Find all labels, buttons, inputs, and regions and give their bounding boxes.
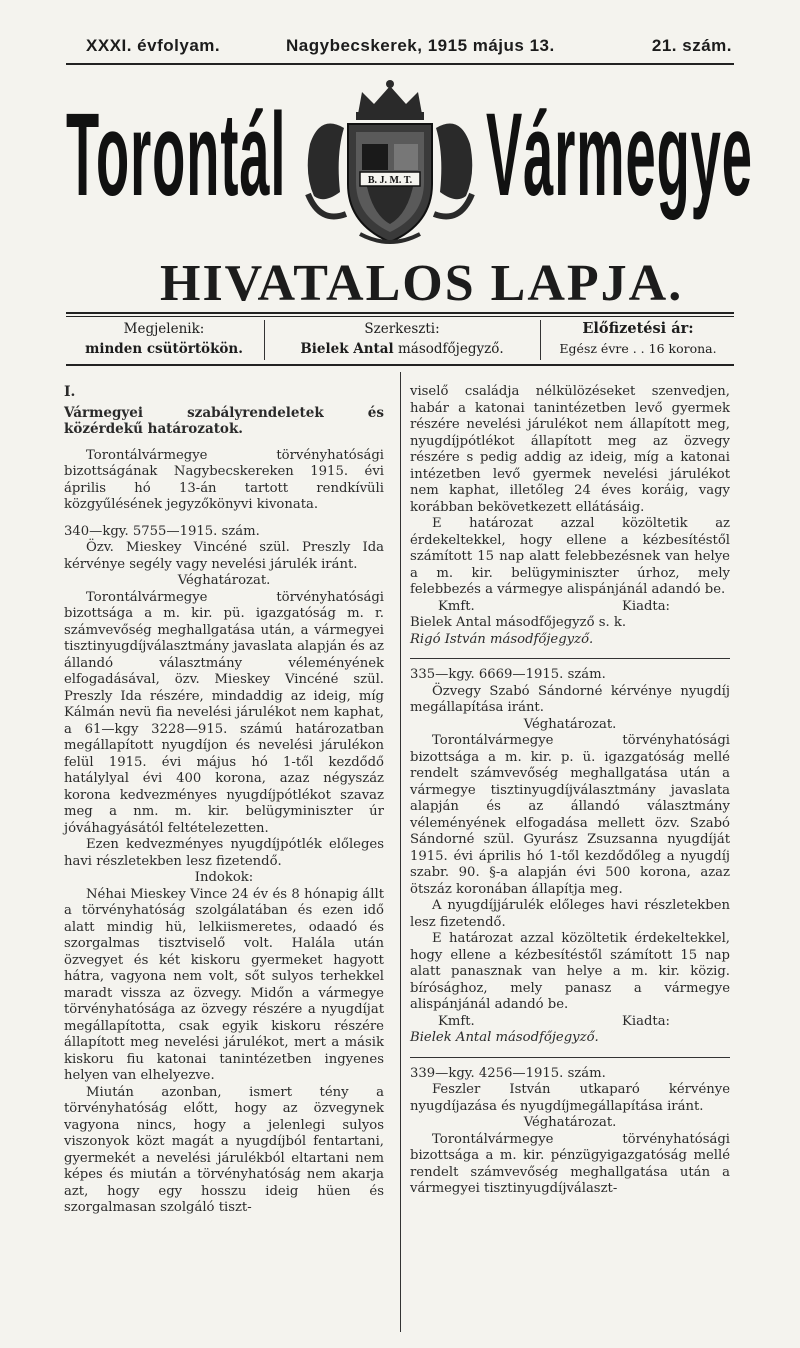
- price-value: Egész évre . . 16 korona.: [559, 341, 717, 356]
- info-divider-2: [540, 320, 541, 360]
- separator-rule-2: [410, 1057, 730, 1058]
- kiadta-label-1: Kiadta:: [622, 598, 670, 614]
- section-number: I.: [64, 384, 76, 400]
- signature-line-2: [410, 1014, 730, 1031]
- decision3-heading: Véghatározat.: [523, 1115, 617, 1130]
- column-divider: [400, 372, 401, 1332]
- section-title: Vármegyei szabályrendeletek és közérdekű határozatok.: [64, 404, 384, 437]
- continuation-paragraph-2: E határozat azzal közöltetik az érdekeltekkel, hogy ellene a kézbesítéstől számított 15 nap alatt felebbezésnek van helye a m. kir. belügyminiszter úrhoz, mely felebbezés a vármegye alispánjánál adandó be.: [410, 516, 730, 597]
- signature-line-1: [410, 599, 730, 616]
- separator-rule-1: [410, 658, 730, 659]
- crest-banner-text: B. J. M. T.: [367, 175, 413, 186]
- signature-name-3: Bielek Antal másodfőjegyző.: [410, 1030, 599, 1045]
- intro-paragraph: Torontálvármegye törvényhatósági bizottságának Nagybecskereken 1915. évi április hó 13-án tartott rendkívüli közgyűlésének jegyzőkönyvi kivonata.: [64, 447, 384, 512]
- kmft-label-1: Kmft.: [438, 598, 475, 614]
- appears-label: Megjelenik:: [123, 321, 205, 337]
- editor-box: [266, 319, 538, 361]
- decision-text: Torontálvármegye törvényhatósági bizottsága a m. kir. pü. igazgatóság m. r. számvevőség meghallgatása után, a vármegyei tisztinyugdíjválasztmány javaslata alapján és az állandó választmány véleményének elfogadásával, özv. Mieskey Vincéné szül. Preszly Ida részére, mindaddig az ideig, míg Kálmán nevü fia nevelési járulékot nem kaphat, a 61—kgy 3228—915. számú határozatban megállapított nyugdíjon és nevelési járulékon felül 1915. évi május hó 1-től kezdődő hatálylyal évi 400 korona, azaz négyszáz korona kedvezményes nyugdíjpótlékot szavaz meg a nm. m. kir. belügyminiszter úr jóváhagyásától feltételezetten.: [64, 589, 384, 836]
- case2-number: 335—kgy. 6669—1915. szám.: [410, 667, 606, 682]
- info-divider-1: [264, 320, 265, 360]
- decision2-notice: E határozat azzal közöltetik érdekeltekkel, hogy ellene a kézbesítéstől számított 15 nap alatt panasznak van helye a m. kir. közig. bírósághoz, mely panasz a vármegye alispánjánál adandó be.: [410, 931, 730, 1012]
- appears-box: [66, 319, 262, 361]
- issue-number: 21. szám.: [651, 36, 732, 55]
- case-title: Özv. Mieskey Vincéné szül. Preszly Ida kérvénye segély vagy nevelési járulék iránt.: [64, 540, 384, 572]
- place-date: Nagybecskerek, 1915 május 13.: [286, 36, 555, 55]
- decision3-text: Torontálvármegye törvényhatósági bizottsága a m. kir. pénzügyigazgatóság mellé rendelt számvevőség meghallgatása után a vármegyei tisztinyugdíjválaszt-: [410, 1131, 730, 1196]
- kmft-label-2: Kmft.: [438, 1013, 475, 1029]
- price-label: Előfizetési ár:: [582, 320, 694, 337]
- case3-number: 339—kgy. 4256—1915. szám.: [410, 1065, 606, 1081]
- editor-value: Bielek Antal másodfőjegyző.: [300, 341, 504, 357]
- decision2-text: Torontálvármegye törvényhatósági bizottsága a m. kir. p. ü. igazgatóság mellé rendelt számvevőség meghallgatása után a vármegye tisztinyugdíjválasztmány javaslata alapján és az állandó választmány véleményének elfogadása mellett özv. Szabó Sándorné szül. Gyurász Zsuzsanna nyugdíját 1915. évi április hó 1-től kezdődőleg a nyugdíj szabr. 90. §-a alapján évi 500 korona, azaz ötszáz koronában állapítja meg.: [410, 733, 730, 897]
- reasons-paragraph-1: Néhai Mieskey Vince 24 év és 8 hónapig állt a törvényhatóság szolgálatában és ezen idő alatt mindig hü, lelkiismeretes, odaadó és szorgalmas tisztviselő volt. Halála után özvegyet és két kiskoru gyermeket hagyott hátra, vagyona nem volt, sőt sulyos terhekkel maradt vissza az özvegy. Midőn a vármegye törvényhatósága az özvegy részére a nyugdíjat megállapította, csak egyik kiskoru részére állapított meg nevelési járulékot, mert a másik kiskoru fiu katonai tanintézetben ingyenes helyen van elhelyezve.: [64, 886, 384, 1083]
- masthead-title-right: Vármegye: [486, 89, 753, 221]
- reasons-heading: Indokok:: [194, 870, 254, 885]
- kiadta-label-2: Kiadta:: [622, 1013, 670, 1029]
- volume-label: XXXI. évfolyam.: [86, 36, 221, 55]
- left-column: [64, 384, 384, 1217]
- case2-title: Özvegy Szabó Sándorné kérvénye nyugdíj megállapítása iránt.: [410, 683, 730, 715]
- info-rule-top: [66, 312, 734, 314]
- continuation-paragraph-1: viselő családja nélkülözéseket szenvedjen, habár a katonai tanintézetben levő gyermek részére nevelési járulékot nem állapított meg, nyugdíjpótlékot állapított meg az özvegy részére s pedig addig az ideig, míg a katonai intézetben levő gyermek nevelési járulékot nem kaphat, illetőleg 24 éves koráig, vagy korábban bekövetkezett ellátásáig.: [410, 384, 730, 515]
- decision2-payment: A nyugdíjjárulék előleges havi részletekben lesz fizetendő.: [410, 898, 730, 930]
- case3-title: Feszler István utkaparó kérvénye nyugdíjazása és nyugdíjmegállapítása iránt.: [410, 1082, 730, 1114]
- decision-heading: Véghatározat.: [177, 573, 271, 588]
- masthead-title-left: Torontál: [66, 89, 287, 221]
- price-box: [542, 319, 734, 361]
- right-column: [410, 384, 730, 1198]
- masthead-subtitle: HIVATALOS LAPJA.: [160, 255, 684, 312]
- editor-label: Szerkeszti:: [364, 321, 440, 337]
- info-rule-bottom: [66, 364, 734, 366]
- header-rule: [66, 63, 734, 65]
- issue-header: [86, 36, 732, 60]
- payment-text: Ezen kedvezményes nyugdíjpótlék előleges havi részletekben lesz fizetendő.: [64, 837, 384, 869]
- case-number: 340—kgy. 5755—1915. szám.: [64, 523, 260, 539]
- info-rule-top-thin: [66, 316, 734, 317]
- decision2-heading: Véghatározat.: [523, 716, 617, 732]
- signature-name-2: Rigó István másodfőjegyző.: [410, 631, 594, 647]
- signature-name-1: Bielek Antal másodfőjegyző s. k.: [410, 615, 627, 630]
- coat-of-arms-emblem: [300, 74, 480, 252]
- appears-value: minden csütörtökön.: [85, 341, 243, 357]
- reasons-paragraph-2: Miután azonban, ismert tény a törvényhatóság előtt, hogy az özvegynek vagyona nincs, hogy a jelenlegi sulyos viszonyok közt magát a nyugdíjból fentartani, gyermekét a nevelési járulékból eltartani nem képes és miután a törvényhatóság nem akarja azt, hogy egy hosszu ideig hüen és szorgalmasan szolgáló tiszt-: [64, 1084, 384, 1215]
